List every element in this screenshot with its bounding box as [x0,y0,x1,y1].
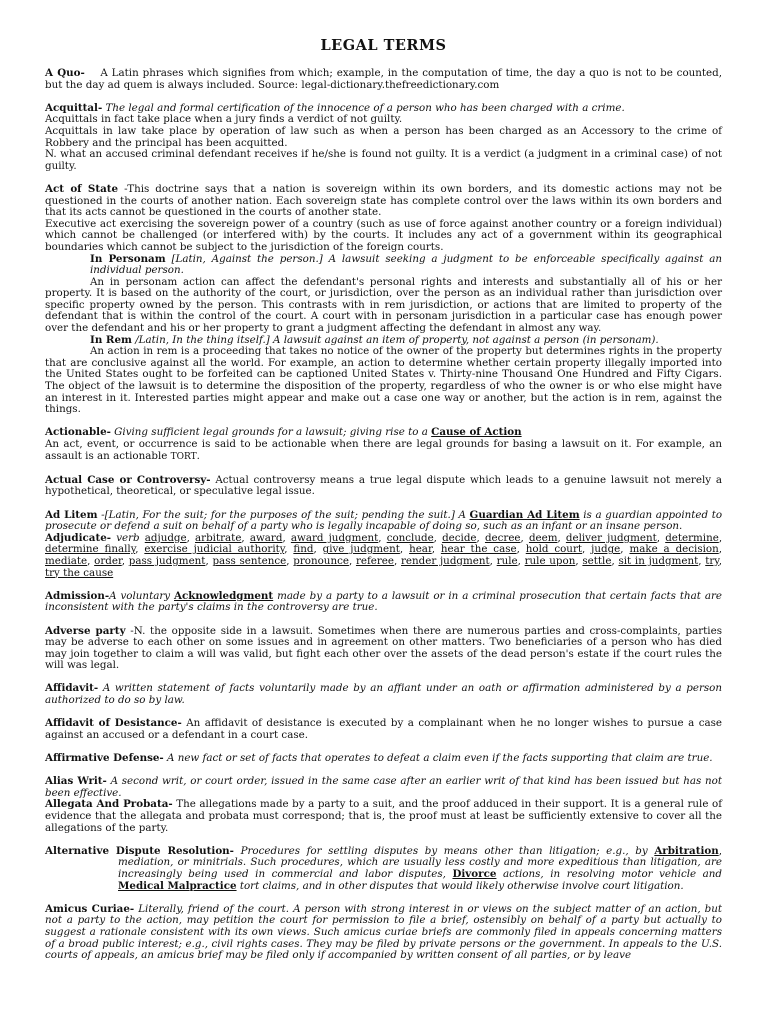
synonym-link[interactable]: conclude [386,531,434,544]
synonym-link[interactable]: decide [442,531,477,544]
page-title: LEGAL TERMS [320,37,447,54]
synonym-link[interactable]: hear [409,543,432,556]
entry-admission [45,591,722,614]
definition: A written statement of facts voluntarily made by an affiant under an oath or affirmation administered by a person authorized to do so by law. [45,682,722,707]
definition: mediation, or minitrials. Such procedures, which are usually less costly and more expeditious than litigation, are increasingly being used in commercial and labor disputes, [118,856,722,880]
synonym-link[interactable]: rule [496,554,518,567]
definition: /Latin, In the thing itself.] A lawsuit against an item of property, not against a person (in personam). [135,333,659,346]
synonym-link[interactable]: pass judgment [128,554,206,567]
entry-adjudicate [45,533,722,579]
synonym-link[interactable]: mediate [45,554,88,567]
definition: Literally, friend of the court. A person with strong interest in or views on the subject matter of an action, but not a party to the action, may petition the court for permission to file a brief, ostensibly on behalf of a party but actually to suggest a rationale consistent with its own views. Such amicus curiae briefs are commonly filed in appeals concerning matters of a broad public interest; e.g., civil rights cases. They may be filed by private persons or the government. In appeals to the U.S. courts of appeals, an amicus brief may be filed only if accompanied by written consent of all parties, or by leave [45,902,723,962]
entry-adr: Alternative Dispute Resolution- Procedures for settling disputes by means other than litigation; e.g., by Arbitration, mediation, or minitrials. Such procedures, which are usually less costly and more expeditious than litigation, are increasingly being used in commercial and labor disputes, Divorce actions, in resolving motor vehicle and Medical Malpractice tort claims, and in other disputes that would likely otherwise involve court litigation. [45,844,722,892]
term: Affidavit of Desistance- [45,717,182,730]
term: Adverse party [45,624,126,637]
term: Alias Writ- [45,775,107,788]
cross-reference-link[interactable]: Medical Malpractice [118,879,237,892]
synonym-link[interactable]: give judgment [322,543,400,556]
term: Adjudicate- [45,531,112,544]
entry-body: An in personam action can affect the defendant's personal rights and interests and substantially all of his or her property. It is based on the authority of the court, or jurisdiction, over the person as an individual rather than jurisdiction over specific property owned by the person. This contrasts with in rem jurisdiction, or actions that are limited to property of the defendant that is within the control of the court. A court with in personam jurisdiction in a particular case has enough power over the defendant and his or her property to grant a judgment affecting the defendant in almost any way. [45,275,722,335]
definition: made by a party to a lawsuit or in a criminal prosecution that certain facts that are inconsistent with the party's claims in the controversy are true. [45,589,722,614]
entry-line: N. what an accused criminal defendant receives if he/she is found not guilty. It is a verdict (a judgment in a criminal case) of not guilty. [45,148,722,172]
cross-reference-link[interactable]: Divorce [452,867,497,880]
part-of-speech: verb [116,531,140,544]
definition: A voluntary [109,589,171,602]
entry-body: -N. the opposite side in a lawsuit. Sometimes when there are numerous parties and cross-complaints, parties may be adverse to each other on some issues and in agreement on other matters. Two beneficiaries of a person who has died may join together to claim a will was valid, but fight each other over the assets of the dead person's estate if the court rules the will was legal. [45,624,722,672]
synonym-link[interactable]: exercise judicial authority [144,543,285,556]
subterm-in-rem: In Rem [90,333,132,346]
term: Act of State [45,182,119,195]
synonym-link[interactable]: sit in judgment [618,554,699,567]
synonym-link[interactable]: judge [591,543,621,556]
entry-body: -This doctrine says that a nation is sovereign within its own borders, and its domestic actions may not be questioned in the courts of another nation. Each sovereign state has complete control over the laws within its own borders and that its acts cannot be questioned in the courts of another state. [45,182,723,219]
entry-ad-litem [45,510,722,580]
synonym-link[interactable]: find [293,543,314,556]
term: Alternative Dispute Resolution- [45,844,234,857]
synonym-link[interactable]: hold court [525,543,583,556]
entry-amicus-curiae [45,904,722,962]
entry-acquittal [45,103,722,173]
term: Affirmative Defense- [45,752,164,765]
synonym-link[interactable]: try the cause [45,566,114,579]
synonym-link[interactable]: arbitrate [195,531,242,544]
synonym-link[interactable]: deem [528,531,558,544]
definition: Procedures for settling disputes by means other than litigation; e.g., by [240,844,648,857]
entry-line: Acquittals in fact take place when a jury finds a verdict of not guilty. [45,113,403,126]
synonym-link[interactable]: settle [582,554,612,567]
small-caps-term: TORT [170,451,197,462]
term: Amicus Curiae- [45,902,135,915]
term: Actual Case or Controversy- [45,473,211,486]
entry-body: An affidavit of desistance is executed by a complainant when he no longer wishes to pursue a case against an accused or a defendant in a court case. [45,717,722,741]
entry-body: The allegations made by a party to a suit, and the proof adduced in their support. It is a general rule of evidence that the allegata and probata must correspond; that is, the proof must at least be sufficiently extensive to cover all the allegations of the party. [45,798,723,834]
entry-a-quo [45,68,722,91]
entry-alias-writ [45,776,722,834]
entry-allegata [45,799,722,834]
term: Ad Litem [45,508,98,521]
synonym-link[interactable]: order [94,554,122,567]
synonym-link[interactable]: deliver judgment [565,531,657,544]
synonym-link[interactable]: rule upon [524,554,576,567]
definition: The legal and formal certification of the innocence of a person who has been charged with a crime. [105,101,625,114]
synonym-link[interactable]: adjudge [144,531,187,544]
entry-actionable: Actionable- Giving sufficient legal grounds for a lawsuit; giving rise to a Cause of Action An act, event, or occurrence is said to be actionable when there are legal grounds for basing a lawsuit on it. For example, an assault is an actionable TORT. [45,426,722,462]
term: Admission- [45,589,110,602]
definition: actions, in resolving motor vehicle and [502,867,722,880]
definition: A new fact or set of facts that operates to defeat a claim even if the facts supporting that claim are true. [166,752,713,765]
entry-body: A Latin phrases which signifies from which; example, in the computation of time, the day a quo is not to be counted, but the day ad quem is always included. Source: legal-dictionary.thefreedictionary.com [45,67,723,91]
synonym-link[interactable]: award [249,531,283,544]
term: Acquittal- [45,101,103,114]
definition: tort claims, and in other disputes that would likely otherwise involve court litigation. [239,879,684,892]
synonym-list: adjudge, arbitrate, award, award judgment, conclude, decide, decree, deem, deliver judgment, determine, determine finally, exercise judicial authority, find, give judgment, hear, hear the case, hold court, judge, make a decision, mediate, order, pass judgment, pass sentence, pronounce, referee, render judgment, rule, rule upon, settle, sit in judgment, try, try the cause [45,531,723,579]
synonym-link[interactable]: make a decision [629,543,719,556]
entry-body: An action in rem is a proceeding that takes no notice of the owner of the property but determines rights in the property that are conclusive against all the world. For example, an action to determine whether certain property illegally imported into the United States ought to be forfeited can be captioned United States v. Thirty-nine Thousand One Hundred and Fifty Cigars. The object of the lawsuit is to determine the disposition of the property, regardless of who the owner is or who else might have an interest in it. Interested parties might appear and make out a case one way or another, but the action is in rem, against the things. [45,345,722,416]
synonym-link[interactable]: award judgment [290,531,379,544]
term: Allegata And Probata- [45,798,173,811]
entry-body: Actual controversy means a true legal dispute which leads to a genuine lawsuit not merely a hypothetical, theoretical, or speculative legal issue. [45,473,722,498]
term: Actionable- [45,426,111,439]
synonym-link[interactable]: determine [665,531,719,544]
cross-reference-link[interactable]: Guardian Ad Litem [469,508,580,521]
synonym-link[interactable]: try [705,554,719,567]
cross-reference-link[interactable]: Cause of Action [431,426,522,439]
definition: is a guardian appointed to prosecute or defend a suit on behalf of a party who is legally incapable of doing so, such as an infant or an insane person. [45,508,723,533]
definition: [Latin, Against the person.] A lawsuit seeking a judgment to be enforceable specifically against an individual person. [90,252,722,277]
entry-affirmative-defense [45,753,722,765]
entry-actual-case [45,475,722,498]
entry-affidavit [45,683,722,706]
definition: -[Latin, For the suit; for the purposes of the suit; pending the suit.] A [101,508,466,521]
entry-adverse-party [45,626,722,672]
definition: Giving sufficient legal grounds for a lawsuit; giving rise to a [114,426,428,439]
entry-act-of-state [45,184,722,416]
term: A Quo- [45,67,85,79]
entry-body-2: Executive act exercising the sovereign power of a country (such as use of force against another country or a foreign individual) which cannot be challenged (or interfered with) by the courts. It includes any act of a government within its geographical boundaries which cannot be subject to the jurisdiction of the foreign courts. [45,217,722,253]
synonym-link[interactable]: determine finally [45,543,136,556]
synonym-link[interactable]: decree [484,531,521,544]
synonym-link[interactable]: render judgment [401,554,490,567]
definition: A second writ, or court order, issued in the same case after an earlier writ of that kind has been issued but has not been effective. [45,775,722,799]
entry-line: Acquittals in law take place by operation of law such as when a person has been charged as an Accessory to the crime of Robbery and the principal has been acquitted. [45,124,722,149]
subterm-in-personam: In Personam [90,252,166,265]
synonym-link[interactable]: pronounce [293,554,349,567]
cross-reference-link[interactable]: Acknowledgment [174,589,274,602]
synonym-link[interactable]: referee [355,554,394,567]
entry-body: An act, event, or occurrence is said to be actionable when there are legal grounds for basing a lawsuit on it. For example, an assault is an actionable [45,438,722,462]
synonym-link[interactable]: pass sentence [212,554,287,567]
term: Affidavit- [45,682,99,695]
entry-affidavit-of-desistance [45,718,722,741]
cross-reference-link[interactable]: Arbitration [654,844,719,857]
synonym-link[interactable]: hear the case [440,543,517,556]
